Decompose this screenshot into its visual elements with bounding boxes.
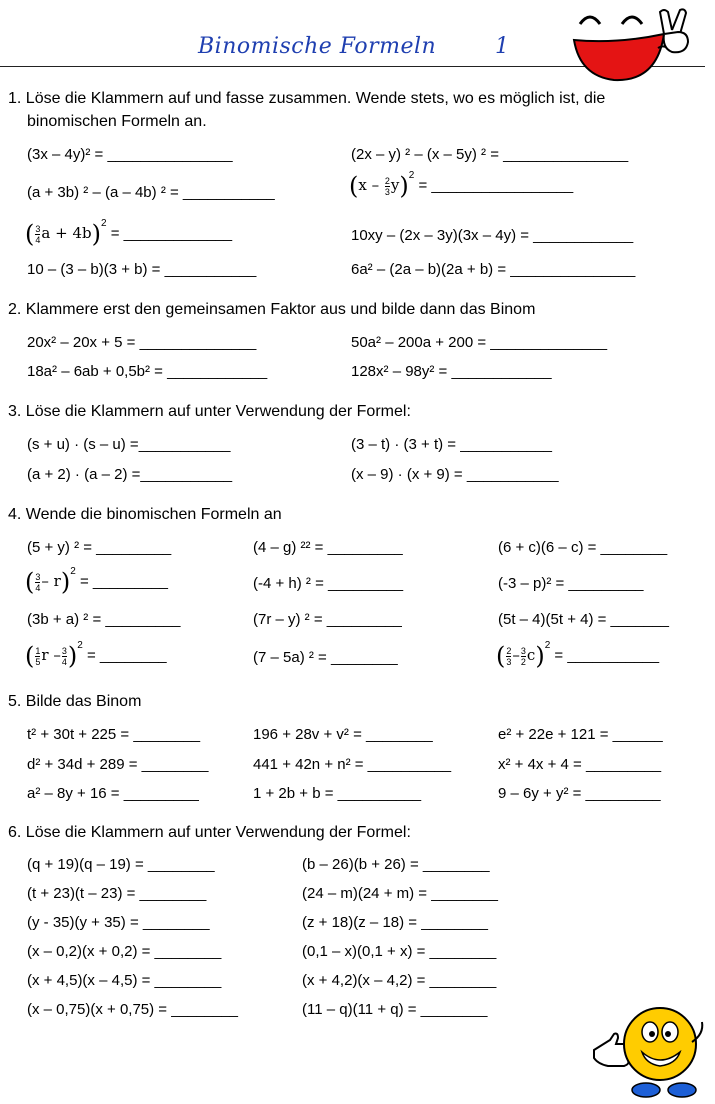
- s1-exercise-b: (2x – y) ² – (x – 5y) ² = _______________: [351, 146, 629, 163]
- paren-close: ): [60, 568, 71, 597]
- s5-exercise-h: 1 + 2b + b = __________: [253, 785, 422, 802]
- s4-exercise-b: (4 – g) ²² = _________: [253, 539, 403, 556]
- s1-exercise-h: 6a² – (2a – b)(2a + b) = _______________: [351, 261, 636, 278]
- fraction: $\frac{1}{5}$: [35, 645, 41, 667]
- s4-exercise-h: (7r – y) ² = _________: [253, 611, 402, 628]
- s4-exercise-g: (3b + a) ² = _________: [27, 611, 181, 628]
- section-2-heading: 2. Klammere erst den gemeinsamen Faktor aus und bilde dann das Binom: [8, 301, 536, 318]
- exponent: 2: [408, 170, 415, 181]
- answer-blank: = _________________: [414, 177, 574, 194]
- math-term: –: [512, 646, 520, 664]
- fraction: $\frac{3}{4}$: [35, 571, 41, 593]
- section-3-heading: 3. Löse die Klammern auf unter Verwendung der Formel:: [8, 403, 411, 420]
- math-term: c: [526, 646, 536, 664]
- fraction: $\frac{2}{3}$: [506, 645, 512, 667]
- s5-exercise-a: t² + 30t + 225 = ________: [27, 726, 201, 743]
- s6-exercise-j: (x + 4,2)(x – 4,2) = ________: [302, 972, 497, 989]
- s2-exercise-a: 20x² – 20x + 5 = ______________: [27, 334, 257, 351]
- s6-exercise-l: (11 – q)(11 + q) = ________: [302, 1001, 488, 1018]
- s6-exercise-k: (x – 0,75)(x + 0,75) = ________: [27, 1001, 238, 1018]
- emoji-thumbs-up-icon: [588, 1000, 708, 1100]
- s4-exercise-f: (-3 – p)² = _________: [498, 575, 644, 592]
- s6-exercise-a: (q + 19)(q – 19) = ________: [27, 856, 215, 873]
- answer-blank: = ___________: [550, 647, 660, 664]
- s5-exercise-c: e² + 22e + 121 = ______: [498, 726, 663, 743]
- math-term: r –: [41, 646, 61, 664]
- s1-exercise-d: [349, 170, 573, 200]
- section-1-heading-line1: 1. Löse die Klammern auf und fasse zusammen. Wende stets, wo es möglich ist, die: [8, 90, 606, 107]
- s1-exercise-a: (3x – 4y)² = _______________: [27, 146, 233, 163]
- s1-exercise-e: [25, 218, 232, 248]
- paren-close: ): [535, 642, 545, 671]
- paren-open: (: [349, 172, 359, 201]
- paren-open: (: [496, 642, 506, 671]
- math-term: y: [390, 176, 400, 194]
- s6-exercise-b: (b – 26)(b + 26) = ________: [302, 856, 490, 873]
- section-5-heading: 5. Bilde das Binom: [8, 693, 142, 710]
- section-1-heading-line2: binomischen Formeln an.: [27, 113, 207, 130]
- s5-exercise-d: d² + 34d + 289 = ________: [27, 756, 209, 773]
- fraction: $\frac{2}{3}$: [384, 175, 390, 197]
- paren-close: ): [91, 220, 101, 249]
- s4-exercise-a: (5 + y) ² = _________: [27, 539, 172, 556]
- paren-open: (: [25, 568, 35, 597]
- s3-exercise-d: (x – 9) · (x + 9) = ___________: [351, 466, 559, 483]
- s5-exercise-e: 441 + 42n + n² = __________: [253, 756, 452, 773]
- s3-exercise-a: (s + u) · (s – u) =___________: [27, 436, 231, 453]
- fraction: $\frac{3}{2}$: [520, 645, 526, 667]
- s6-exercise-f: (z + 18)(z – 18) = ________: [302, 914, 488, 931]
- math-term: x –: [358, 176, 384, 194]
- s1-exercise-g: 10 – (3 – b)(3 + b) = ___________: [27, 261, 257, 278]
- s6-exercise-h: (0,1 – x)(0,1 + x) = ________: [302, 943, 497, 960]
- s1-exercise-c: (a + 3b) ² – (a – 4b) ² = ___________: [27, 184, 275, 201]
- exponent: 2: [70, 566, 76, 577]
- s3-exercise-c: (a + 2) · (a – 2) =___________: [27, 466, 233, 483]
- section-6-heading: 6. Löse die Klammern auf unter Verwendung der Formel:: [8, 824, 411, 841]
- answer-blank: = ________: [82, 647, 167, 664]
- s6-exercise-c: (t + 23)(t – 23) = ________: [27, 885, 207, 902]
- paren-close: ): [399, 172, 409, 201]
- s6-exercise-e: (y - 35)(y + 35) = ________: [27, 914, 210, 931]
- exponent: 2: [77, 640, 83, 651]
- sheet-number: 1: [495, 34, 509, 59]
- exponent: 2: [100, 218, 107, 229]
- s2-exercise-c: 18a² – 6ab + 0,5b² = ____________: [27, 363, 268, 380]
- s4-exercise-d: [25, 566, 168, 596]
- fraction: $\frac{3}{4}$: [61, 645, 67, 667]
- paren-close: ): [67, 642, 78, 671]
- s6-exercise-g: (x – 0,2)(x + 0,2) = ________: [27, 943, 222, 960]
- s4-exercise-l: [496, 640, 659, 670]
- paren-open: (: [25, 642, 35, 671]
- math-term: – r: [41, 572, 61, 590]
- section-4-heading: 4. Wende die binomischen Formeln an: [8, 506, 282, 523]
- s6-exercise-i: (x + 4,5)(x – 4,5) = ________: [27, 972, 222, 989]
- s4-exercise-k: (7 – 5a) ² = ________: [253, 649, 398, 666]
- answer-blank: = _____________: [106, 225, 233, 242]
- s2-exercise-d: 128x² – 98y² = ____________: [351, 363, 552, 380]
- s3-exercise-b: (3 – t) · (3 + t) = ___________: [351, 436, 552, 453]
- math-term: a + 4b: [41, 224, 92, 242]
- s5-exercise-b: 196 + 28v + v² = ________: [253, 726, 433, 743]
- answer-blank: = _________: [75, 573, 168, 590]
- s4-exercise-i: (5t – 4)(5t + 4) = _______: [498, 611, 669, 628]
- exponent: 2: [544, 640, 551, 651]
- s1-exercise-f: 10xy – (2x – 3y)(3x – 4y) = ____________: [351, 227, 634, 244]
- s6-exercise-d: (24 – m)(24 + m) = ________: [302, 885, 498, 902]
- s5-exercise-f: x² + 4x + 4 = _________: [498, 756, 662, 773]
- smiley-victory-icon: [572, 4, 707, 84]
- s4-exercise-j: [25, 640, 167, 670]
- page-title: Binomische Formeln: [198, 34, 437, 59]
- s5-exercise-i: 9 – 6y + y² = _________: [498, 785, 661, 802]
- s2-exercise-b: 50a² – 200a + 200 = ______________: [351, 334, 608, 351]
- s4-exercise-e: (-4 + h) ² = _________: [253, 575, 404, 592]
- s4-exercise-c: (6 + c)(6 – c) = ________: [498, 539, 668, 556]
- s5-exercise-g: a² – 8y + 16 = _________: [27, 785, 199, 802]
- fraction: $\frac{3}{4}$: [35, 223, 41, 245]
- paren-open: (: [25, 220, 35, 249]
